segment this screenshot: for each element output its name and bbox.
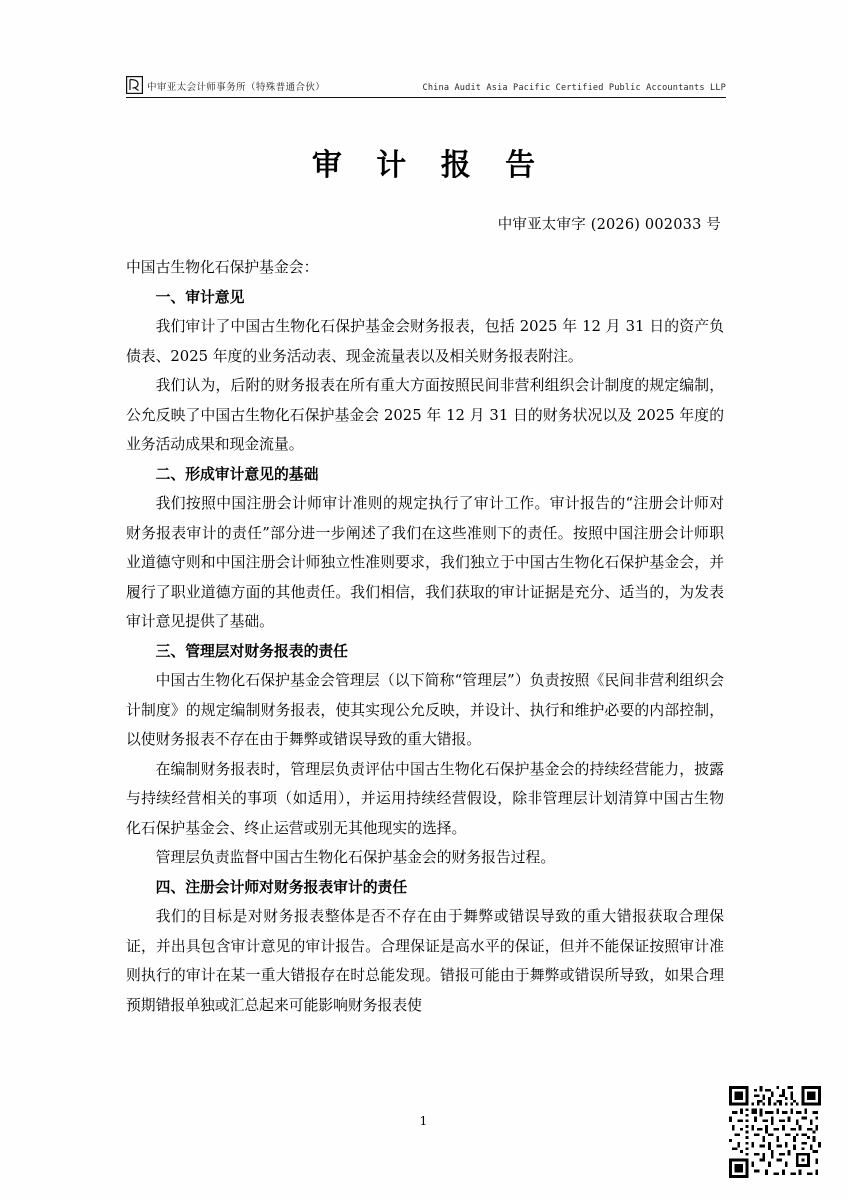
qr-code-icon <box>729 1086 821 1178</box>
letterhead-divider <box>126 97 726 98</box>
page-title: 审 计 报 告 <box>311 148 548 183</box>
section-3-paragraph-3: 管理层负责监督中国古生物化石保护基金会的财务报告过程。 <box>155 849 556 866</box>
document-body <box>126 253 724 1020</box>
section-3-paragraph-2: 在编制财务报表时，管理层负责评估中国古生物化石保护基金会的持续经营能力，披露与持续经营相关的事项（如适用），并运用持续经营假设，除非管理层计划清算中国古生物化石保护基金会、终止运营或别无其他现实的选择。 <box>126 760 724 837</box>
section-heading-1: 一、审计意见 <box>155 288 245 306</box>
letterhead-company-en: China Audit Asia Pacific Certified Public Accountants LLP <box>422 83 726 93</box>
firm-logo-icon <box>126 76 143 94</box>
letterhead-company-cn: 中审亚太会计师事务所（特殊普通合伙） <box>147 82 326 93</box>
document-number: 中审亚太审字 (2026) 002033 号 <box>497 217 721 233</box>
section-heading-4: 四、注册会计师对财务报表审计的责任 <box>155 878 408 896</box>
section-heading-3: 三、管理层对财务报表的责任 <box>155 642 348 660</box>
section-heading-2: 二、形成审计意见的基础 <box>155 465 319 483</box>
section-1-paragraph-1: 我们审计了中国古生物化石保护基金会财务报表，包括 2025 年 12 月 31 日的资产负债表、2025 年度的业务活动表、现金流量表以及相关财务报表附注。 <box>126 318 724 365</box>
letterhead <box>126 68 726 102</box>
section-3-paragraph-1: 中国古生物化石保护基金会管理层（以下简称“管理层”）负责按照《民间非营利组织会计制度》的规定编制财务报表，使其实现公允反映，并设计、执行和维护必要的内部控制，以使财务报表不存在由于舞弊或错误导致的重大错报。 <box>126 672 724 748</box>
section-4-paragraph-1: 我们的目标是对财务报表整体是否不存在由于舞弊或错误导致的重大错报获取合理保证，并出具包含审计意见的审计报告。合理保证是高水平的保证，但并不能保证按照审计准则执行的审计在某一重大错报存在时总能发现。错报可能由于舞弊或错误所导致，如果合理预期错报单独或汇总起来可能影响财务报表使 <box>126 908 724 1014</box>
section-1-paragraph-2: 我们认为，后附的财务报表在所有重大方面按照民间非营利组织会计制度的规定编制，公允反映了中国古生物化石保护基金会 2025 年 12 月 31 日的财务状况以及 2025 年度的业务活动成果和现金流量。 <box>126 377 724 453</box>
page-number: 1 <box>419 1114 428 1128</box>
addressee: 中国古生物化石保护基金会： <box>126 259 319 276</box>
section-2-paragraph-1: 我们按照中国注册会计师审计准则的规定执行了审计工作。审计报告的“注册会计师对财务报表审计的责任”部分进一步阐述了我们在这些准则下的责任。按照中国注册会计师职业道德守则和中国注册会计师独立性准则要求，我们独立于中国古生物化石保护基金会，并履行了职业道德方面的其他责任。我们相信，我们获取的审计证据是充分、适当的，为发表审计意见提供了基础。 <box>126 495 724 630</box>
